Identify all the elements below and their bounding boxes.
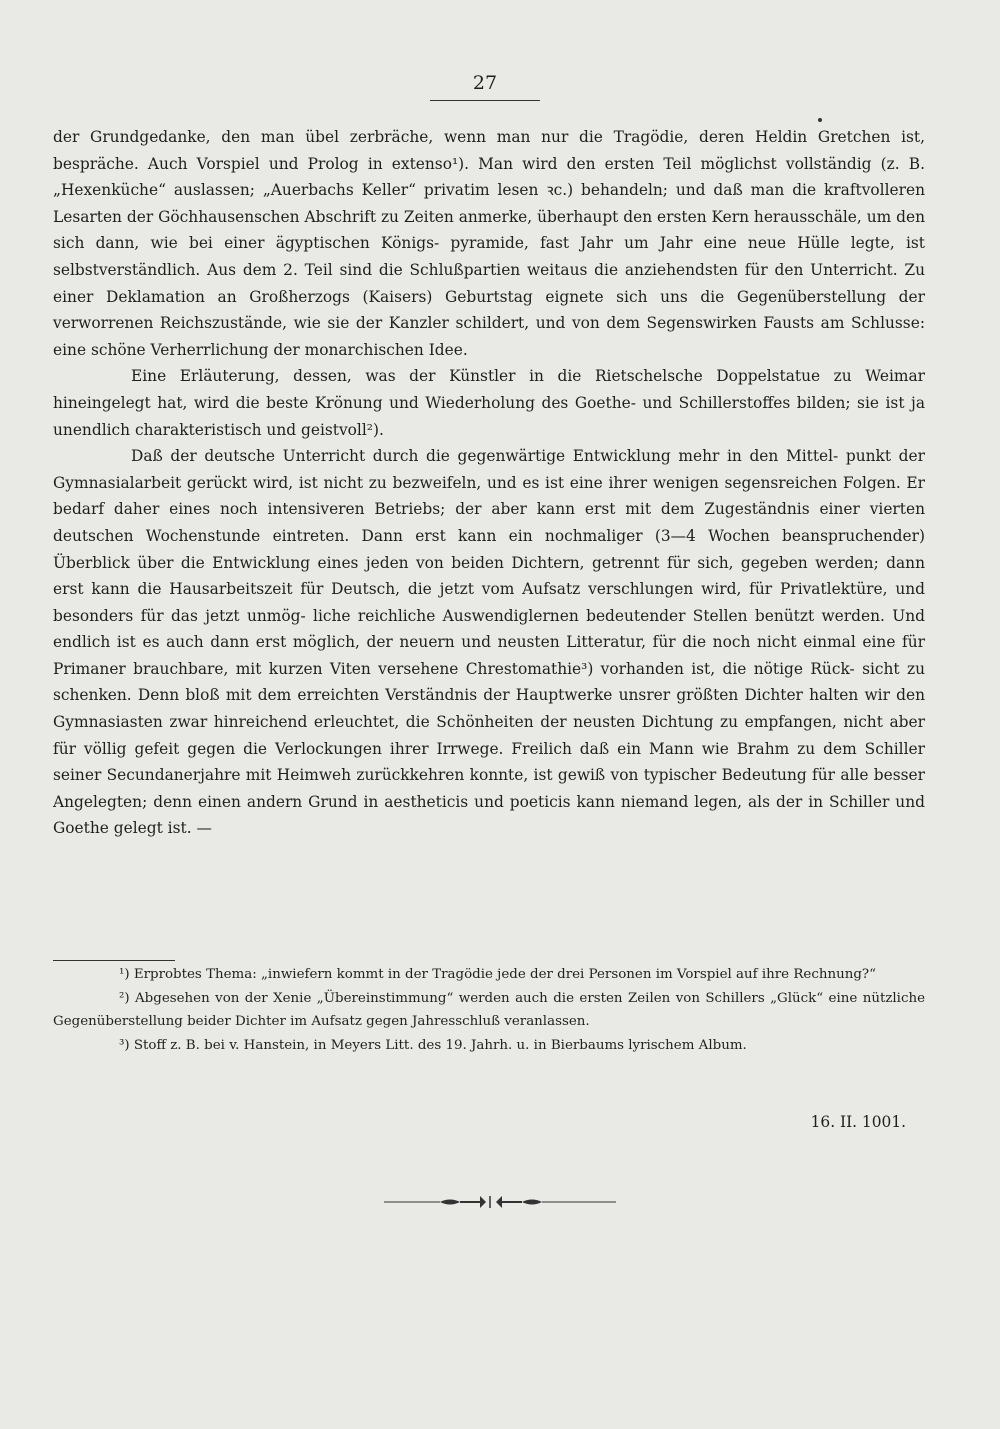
footnote-2: ²) Abgesehen von der Xenie „Übereinstimmung“ werden auch die ersten Zeilen von Schillers „Glück“ eine nützliche Gegenüberstellung beider Dichter im Aufsatz gegen Jahresschluß veranlassen.: [53, 990, 925, 1029]
ink-dot: [818, 118, 822, 122]
footnote-3: ³) Stoff z. B. bei v. Hanstein, in Meyers Litt. des 19. Jahrh. u. in Bierbaums lyrischem Album.: [119, 1037, 747, 1053]
paragraph-3: Daß der deutsche Unterricht durch die gegenwärtige Entwicklung mehr in den Mittel- punkt der Gymnasialarbeit gerückt wird, ist nicht zu bezweifeln, und es ist eine ihrer wenigen segensreichen Folgen. Er bedarf daher eines noch intensiveren Betriebs; der aber kann erst mit dem Zugeständnis einer vierten deutschen Wochenstunde eintreten. Dann erst kann ein nochmaliger (3—4 Wochen beanspruchender) Überblick über die Entwicklung eines jeden von beiden Dichtern, getrennt für sich, gegeben werden; dann erst kann die Hausarbeitszeit für Deutsch, die jetzt vom Aufsatz verschlungen wird, für Privatlektüre, und besonders für das jetzt unmög- liche reichliche Auswendiglernen bedeutender Stellen benützt werden. Und endlich ist es auch dann erst möglich, der neuern und neusten Litteratur, für die noch nicht einmal eine für Primaner brauchbare, mit kurzen Viten versehene Chrestomathie³) vorhanden ist, die nötige Rück- sicht zu schenken. Denn bloß mit dem erreichten Verständnis der Hauptwerke unsrer größten Dichter halten wir den Gymnasiasten zwar hinreichend erleuchtet, die Schönheiten der neusten Dichtung zu empfangen, nicht aber für völlig gefeit gegen die Verlockungen ihrer Irrwege. Freilich daß ein Mann wie Brahm zu dem Schiller seiner Secundanerjahre mit Heimweh zurückkehren konnte, ist gewiß von typischer Bedeutung für alle besser Angelegten; denn einen andern Grund in aestheticis und poeticis kann niemand legen, als der in Schiller und Goethe gelegt ist. —: [53, 447, 925, 838]
paragraph-1: der Grundgedanke, den man übel zerbräche, wenn man nur die Tragödie, deren Heldin Gretchen ist, bespräche. Auch Vorspiel und Prolog in extenso¹). Man wird den ersten Teil möglichst vollständig (z. B. „Hexenküche“ auslassen; „Auerbachs Keller“ privatim lesen ꝛc.) behandeln; und daß man die kraftvolleren Lesarten der Göchhausenschen Abschrift zu Zeiten anmerke, überhaupt den ersten Kern herausschäle, um den sich dann, wie bei einer ägyptischen Königs- pyramide, fast Jahr um Jahr eine neue Hülle legte, ist selbstverständlich. Aus dem 2. Teil sind die Schlußpartien weitaus die anziehendsten für den Unterricht. Zu einer Deklamation an Großherzogs (Kaisers) Geburtstag eignete sich uns die Gegenüberstellung der verworrenen Reichszustände, wie sie der Kanzler schildert, und von dem Segenswirken Fausts am Schlusse: eine schöne Verherrlichung der monarchischen Idee.: [53, 128, 925, 359]
page-number: 27: [430, 72, 540, 101]
footnote-separator: [53, 960, 175, 961]
date-signoff: 16. II. 1001.: [810, 1113, 906, 1131]
footnotes: [53, 963, 925, 1057]
footnote-1: ¹) Erprobtes Thema: „inwiefern kommt in der Tragödie jede der drei Personen im Vorspiel auf ihre Rechnung?“: [119, 967, 876, 982]
ornamental-divider-icon: [380, 1190, 620, 1214]
body-text: [53, 124, 925, 842]
paragraph-2: Eine Erläuterung, dessen, was der Künstler in die Rietschelsche Doppelstatue zu Weimar hineingelegt hat, wird die beste Krönung und Wiederholung des Goethe- und Schillerstoffes bilden; sie ist ja unendlich charakteristisch und geistvoll²).: [53, 367, 925, 439]
